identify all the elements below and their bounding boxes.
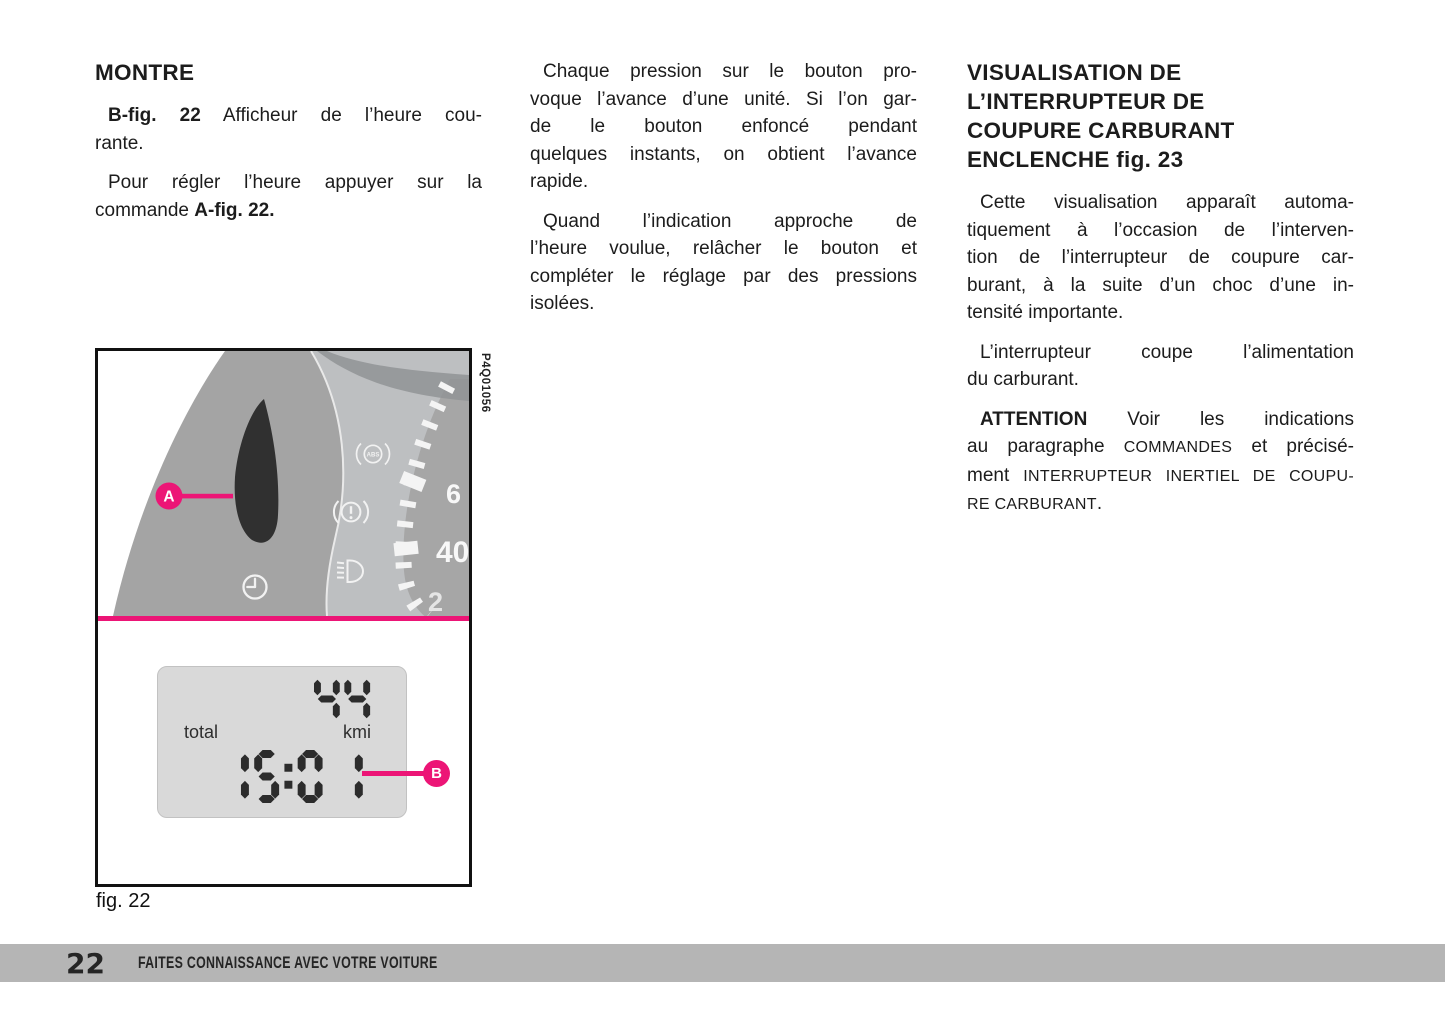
text-line: isolées. [530,293,595,314]
text-line: burant, à la suite d’un choc d’une in- [967,274,1354,296]
text-line: Pour régler l’heure appuyer sur la [108,172,482,193]
callout-a-label: A [163,488,175,506]
section-heading-visualisation [967,58,1354,174]
lcd-total-label: total [184,722,219,742]
column-montre [95,58,482,236]
text-line: Quand l’indication approche de [543,210,917,232]
speedometer-number-2: 2 [428,587,444,616]
text-line: L’interrupteur coupe l’alimentation [980,341,1354,363]
text-line: rapide. [530,171,589,192]
paragraph [530,58,917,196]
footer-title: FAITES CONNAISSANCE AVEC VOTRE VOITURE [137,953,438,972]
clock-digits [224,750,369,808]
text-line: RE CARBURANT. [967,493,1103,514]
text-line: tiquement à l’occasion de l’interven- [967,219,1354,241]
paragraph [95,169,482,224]
text-line: l’heure voulue, relâcher le bouton et [530,238,917,259]
svg-text:ABS: ABS [366,452,380,459]
text-line: Cette visualisation apparaît automa- [980,192,1354,213]
text-line: tion de l’interrupteur de coupure car- [967,247,1354,268]
text-line: tensité importante. [967,302,1124,323]
text-line: Chaque pression sur le bouton pro- [543,61,917,82]
text-line: voque l’avance d’une unité. Si l’on gar- [530,88,917,110]
column-visualisation [967,58,1354,531]
text-line: compléter le réglage par des pressions [530,265,917,287]
paragraph [967,339,1354,394]
lcd-area [98,621,469,884]
text-line: rante. [95,132,144,154]
callout-a-line [181,494,233,499]
text-line: COUPURE CARBURANT [967,118,1235,143]
text-line: de le bouton enfoncé pendant [530,116,917,137]
text-line: B-fig. 22 Afficheur de l’heure cou- [108,105,482,126]
odometer-digits [314,676,375,727]
page-number: 22 [66,946,105,980]
figure-caption: fig. 22 [96,890,151,912]
text-line: VISUALISATION DE [967,60,1182,85]
text-line: ment INTERRUPTEUR INERTIEL DE COUPU- [967,464,1354,486]
section-heading-montre: MONTRE [95,60,195,85]
speedometer-number-40: 40 [436,536,469,569]
figure-22-frame [95,348,491,887]
lcd-display [157,666,407,818]
figure-code: P4Q01056 [479,353,491,413]
column-middle [530,58,917,330]
lcd-unit-label: kmi [343,722,371,742]
callout-b-line [362,771,426,776]
text-line: au paragraphe COMMANDES et précisé- [967,436,1354,457]
footer-bar [0,944,1445,982]
figure-22 [95,348,491,887]
speedometer-major-tick [393,541,418,556]
text-line: commande A-fig. 22. [95,199,275,221]
text-line: ENCLENCHE fig. 23 [967,147,1184,172]
paragraph [967,406,1354,519]
callout-b: B [423,760,450,787]
speedometer-number-6: 6 [446,479,462,509]
text-line: quelques instants, on obtient l’avance [530,143,917,165]
text-line: ATTENTION Voir les indications [980,408,1354,430]
paragraph [967,189,1354,327]
paragraph [530,208,917,318]
paragraph [95,102,482,157]
text-line: du carburant. [967,369,1079,390]
text-line: L’INTERRUPTEUR DE [967,89,1205,114]
dashboard-photo [98,351,469,616]
